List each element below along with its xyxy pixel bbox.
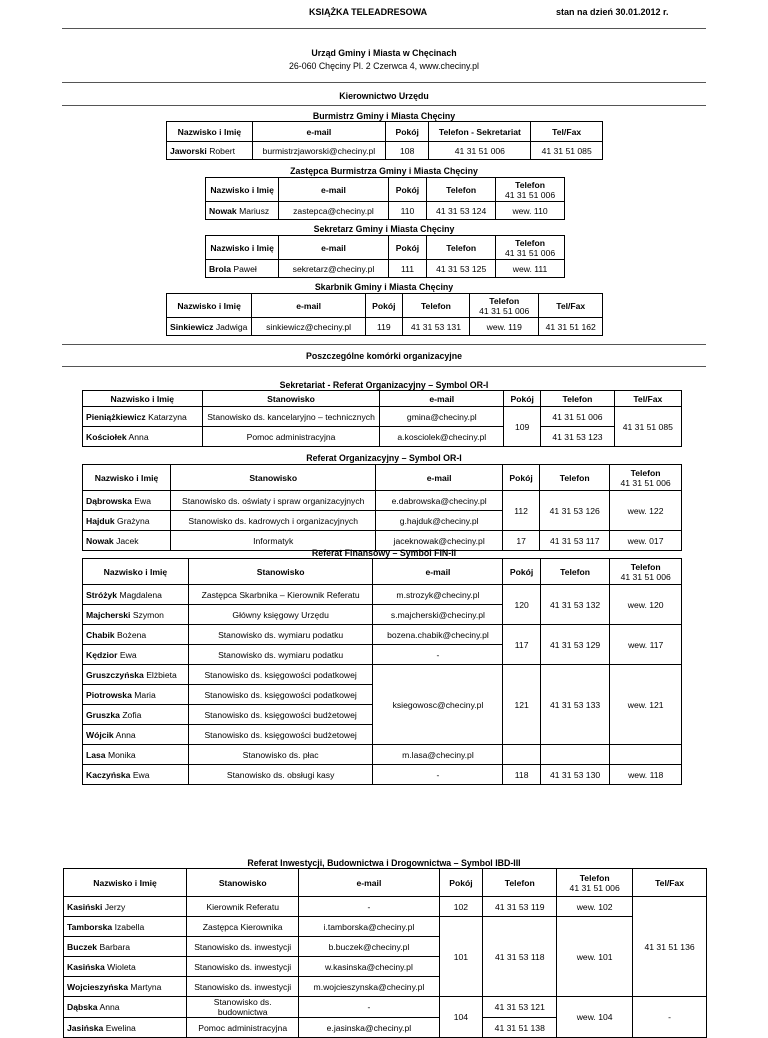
cell-text: 41 31 51 006 [504,247,556,258]
table-row [64,997,707,1018]
cell-text: 41 31 51 006 [620,571,671,582]
table-cell: 41 31 51 136 [633,897,707,997]
surname: Sinkiewicz [170,321,214,332]
table-cell: wew. 101 [557,917,633,997]
cell-text: Ewa [119,649,137,660]
surname: Gruszczyńska [86,669,144,680]
table-cell: wew. 121 [610,665,682,745]
table-cell: e.jasinska@checiny.pl [299,1018,439,1038]
table-cell: g.hajduk@checiny.pl [376,511,502,531]
table-cell: Główny księgowy Urzędu [188,605,373,625]
sekretarz-title: Sekretarz Gminy i Miasta Chęciny [313,224,455,234]
table-cell: gmina@checiny.pl [380,407,504,427]
table-cell: 41 31 53 119 [483,897,557,917]
cell-text: Monika [107,749,136,760]
table-cell: 101 [439,917,483,997]
surname: Dąbrowska [86,495,132,506]
table-cell: m.wojcieszynska@checiny.pl [299,977,439,997]
column-header: Stanowisko [171,465,376,491]
table-cell: Informatyk [171,531,376,551]
surname: Wojcieszyńska [67,981,128,992]
table-cell: jaceknowak@checiny.pl [376,531,502,551]
column-header: Nazwisko i Imię [167,122,253,142]
column-header: Pokój [386,122,429,142]
column-header: Stanowisko [202,391,380,407]
cell-text: Anna [99,1002,120,1012]
table-cell: ksiegowosc@checiny.pl [373,665,503,745]
date-label: stan na dzień 30.01.2012 r. [556,7,669,17]
table-cell [610,745,682,765]
table-cell: 112 [502,491,539,531]
column-header: Nazwisko i Imię [83,559,189,585]
cell-text: Robert [209,145,235,156]
column-header: e-mail [252,122,385,142]
table-cell: wew. 119 [470,318,539,336]
column-header: Telefon [541,391,614,407]
table-cell: Stanowisko ds. księgowości podatkowej [188,685,373,705]
table-cell: Stanowisko ds. wymiaru podatku [188,645,373,665]
table-cell: Stanowisko ds. inwestycji [187,977,299,997]
column-header [496,178,565,202]
table-cell [83,705,189,725]
cell-text: Grażyna [117,515,150,526]
table-cell [167,318,252,336]
table-row [83,745,682,765]
table-cell [64,997,187,1018]
surname: Pieniążkiewicz [86,411,146,422]
table-cell: - [373,765,503,785]
table-cell [206,202,279,220]
table-row [83,491,682,511]
column-header: e-mail [279,178,389,202]
table-cell: 41 31 51 006 [429,142,531,160]
table-cell: 41 31 51 085 [614,407,681,447]
table-cell: 41 31 53 126 [540,491,610,531]
table-cell: 41 31 53 125 [427,260,496,278]
table-cell: Stanowisko ds. księgowości budżetowej [188,725,373,745]
cell-text: Telefon [630,561,661,572]
divider [62,82,706,83]
surname: Nowak [86,535,114,546]
column-header: Nazwisko i Imię [64,869,187,897]
table-cell: 41 31 53 133 [540,665,610,745]
table-cell: sekretarz@checiny.pl [279,260,389,278]
table-cell: w.kasinska@checiny.pl [299,957,439,977]
column-header [470,294,539,318]
table-cell: Stanowisko ds. kadrowych i organizacyjnych [171,511,376,531]
table-cell [83,725,189,745]
table-cell: s.majcherski@checiny.pl [373,605,503,625]
finansowy-table [82,558,682,785]
cell-text: Telefon [515,237,545,248]
table-cell: 108 [386,142,429,160]
table-row [83,585,682,605]
table-cell [83,765,189,785]
column-header [610,465,682,491]
surname: Buczek [67,941,98,952]
cell-text: Anna [115,729,136,740]
table-cell: 110 [388,202,426,220]
organizacyjny-table [82,464,682,551]
table-cell: wew. 104 [557,997,633,1038]
surname: Kaczyńska [86,769,131,780]
column-header: Nazwisko i Imię [83,465,171,491]
table-cell: Stanowisko ds. kancelaryjno – technicznych [202,407,380,427]
table-cell: - [299,897,439,917]
cell-text: Magdalena [119,589,162,600]
table-cell: 41 31 53 129 [540,625,610,665]
table-row [83,765,682,785]
table-cell: 41 31 51 138 [483,1018,557,1038]
table-cell: wew. 117 [610,625,682,665]
surname: Wójcik [86,729,114,740]
finansowy-title: Referat Finansowy – Symbol FIN-II [311,548,457,558]
cell-text: 41 31 51 006 [620,477,671,488]
column-header: Stanowisko [188,559,373,585]
surname: Jasińska [67,1022,104,1033]
table-cell [64,897,187,917]
cell-text: Ewa [134,495,151,506]
surname: Lasa [86,749,106,760]
column-header: e-mail [376,465,502,491]
surname: Nowak [209,205,237,216]
inwestycje-title: Referat Inwestycji, Budownictwa i Drogownictwa – Symbol IBD-III [247,858,521,868]
skarbnik-title: Skarbnik Gminy i Miasta Chęciny [314,282,454,292]
surname: Dąbska [67,1002,98,1012]
table-cell [83,427,203,447]
table-cell: wew. 120 [610,585,682,625]
table-cell: wew. 110 [496,202,565,220]
table-cell: 121 [503,665,540,745]
column-header: e-mail [299,869,439,897]
column-header: Pokój [388,178,426,202]
table-cell [83,645,189,665]
column-header: Telefon - Sekretariat [429,122,531,142]
sekretarz-table [205,235,565,278]
table-cell [83,605,189,625]
table-row [206,202,565,220]
cell-text: Barbara [99,941,131,952]
surname: Kasińska [67,961,105,972]
surname: Gruszka [86,709,120,720]
column-header: Pokój [504,391,541,407]
table-cell: Stanowisko ds. inwestycji [187,937,299,957]
table-cell: Stanowisko ds. księgowości podatkowej [188,665,373,685]
cell-text: Maria [134,689,156,700]
table-cell: sinkiewicz@checiny.pl [252,318,366,336]
burmistrz-table [166,121,603,160]
table-cell [64,1018,187,1038]
column-header: Nazwisko i Imię [167,294,252,318]
table-cell: 41 31 53 124 [427,202,496,220]
table-cell [83,407,203,427]
column-header: Nazwisko i Imię [83,391,203,407]
cell-text: 41 31 51 006 [504,189,556,200]
table-cell: - [373,645,503,665]
cell-text: Izabella [114,921,145,932]
table-cell: 109 [504,407,541,447]
table-cell: 41 31 53 131 [402,318,469,336]
table-cell: 41 31 53 117 [540,531,610,551]
table-cell: 41 31 51 162 [539,318,603,336]
cell-text: Telefon [630,467,661,478]
table-cell: bozena.chabik@checiny.pl [373,625,503,645]
column-header: Telefon [540,465,610,491]
table-cell: 41 31 51 006 [541,407,614,427]
table-cell: 17 [502,531,539,551]
sekretariat-table [82,390,682,447]
table-cell: 102 [439,897,483,917]
column-header: Pokój [439,869,483,897]
table-cell: 41 31 53 130 [540,765,610,785]
surname: Hajduk [86,515,115,526]
column-header: Nazwisko i Imię [206,178,279,202]
table-cell: wew. 122 [610,491,682,531]
table-cell: Stanowisko ds. księgowości budżetowej [188,705,373,725]
table-cell: zastepca@checiny.pl [279,202,389,220]
column-header: Pokój [503,559,540,585]
table-row [83,665,682,685]
table-row [83,625,682,645]
table-cell: a.kosciolek@checiny.pl [380,427,504,447]
surname: Piotrowska [86,689,132,700]
cell-text: Jadwiga [215,321,248,332]
cell-text: Katarzyna [148,411,187,422]
cell-text: Telefon [579,872,610,883]
table-cell [83,745,189,765]
cell-text: Ewelina [105,1022,136,1033]
table-cell: Stanowisko ds. inwestycji [187,957,299,977]
column-header: Tel/Fax [614,391,681,407]
table-cell: Stanowisko ds. oświaty i spraw organizacyjnych [171,491,376,511]
column-header: e-mail [279,236,389,260]
surname: Majcherski [86,609,131,620]
table-cell: 41 31 53 121 [483,997,557,1018]
sekretariat-title: Sekretariat - Referat Organizacyjny – Symbol OR-I [279,380,489,390]
column-header: Pokój [502,465,539,491]
cell-text: Telefon [489,295,520,306]
table-cell [167,142,253,160]
table-cell: Stanowisko ds. płac [188,745,373,765]
table-cell: b.buczek@checiny.pl [299,937,439,957]
office-address: 26-060 Chęciny Pl. 2 Czerwca 4, www.checiny.pl [288,61,480,71]
table-cell [83,511,171,531]
surname: Kędzior [86,649,118,660]
table-row [64,897,707,917]
cell-text: Jerzy [104,901,126,912]
table-cell: Stanowisko ds. obsługi kasy [188,765,373,785]
cell-text: Martyna [130,981,162,992]
cell-text: Jacek [116,535,139,546]
column-header: Pokój [388,236,426,260]
table-cell: i.tamborska@checiny.pl [299,917,439,937]
table-cell: m.strozyk@checiny.pl [373,585,503,605]
table-row [83,407,682,427]
table-row [206,260,565,278]
table-cell: 104 [439,997,483,1038]
table-cell [83,685,189,705]
column-header: Tel/Fax [531,122,603,142]
column-header: Telefon [540,559,610,585]
surname: Tamborska [67,921,113,932]
table-cell [64,917,187,937]
skarbnik-table [166,293,603,336]
table-cell [83,585,189,605]
column-header [557,869,633,897]
cell-text: Elżbieta [146,669,177,680]
document-title: KSIĄŻKA TELEADRESOWA [309,7,428,17]
column-header: Tel/Fax [633,869,707,897]
divider [62,344,706,345]
cell-text: Anna [128,431,149,442]
table-cell: - [299,997,439,1018]
table-cell: wew. 102 [557,897,633,917]
management-title: Kierownictwo Urzędu [339,91,429,101]
column-header: Telefon [427,178,496,202]
table-cell: e.dabrowska@checiny.pl [376,491,502,511]
table-cell: Stanowisko ds. budownictwa [187,997,299,1018]
table-cell: Stanowisko ds. wymiaru podatku [188,625,373,645]
table-cell: 41 31 53 132 [540,585,610,625]
column-header: Stanowisko [187,869,299,897]
surname: Kościołek [86,431,127,442]
burmistrz-title: Burmistrz Gminy i Miasta Chęciny [312,111,456,121]
table-cell [64,937,187,957]
table-row [64,917,707,937]
surname: Stróżyk [86,589,118,600]
column-header: Pokój [366,294,403,318]
office-name: Urząd Gminy i Miasta w Chęcinach [311,48,457,58]
table-cell: Zastępca Skarbnika – Kierownik Referatu [188,585,373,605]
column-header [610,559,682,585]
table-cell: 41 31 53 123 [541,427,614,447]
table-cell: m.lasa@checiny.pl [373,745,503,765]
table-cell: 41 31 53 118 [483,917,557,997]
table-row [167,318,603,336]
table-cell [64,957,187,977]
surname: Brola [209,263,231,274]
table-cell: Zastępca Kierownika [187,917,299,937]
table-row [167,142,603,160]
table-cell: Pomoc administracyjna [187,1018,299,1038]
zastepca-title: Zastępca Burmistrza Gminy i Miasta Chęciny [290,166,478,176]
cell-text: 41 31 51 006 [479,305,530,316]
cell-text: 41 31 51 006 [569,882,620,893]
table-cell: 120 [503,585,540,625]
column-header: Telefon [427,236,496,260]
divider [62,105,706,106]
column-header: Telefon [402,294,469,318]
divider [62,28,706,29]
cell-text: Ewa [132,769,150,780]
cell-text: Zofia [122,709,142,720]
column-header: Tel/Fax [539,294,603,318]
column-header [496,236,565,260]
table-cell [83,491,171,511]
column-header: e-mail [380,391,504,407]
table-cell: wew. 111 [496,260,565,278]
table-cell: 119 [366,318,403,336]
table-cell [503,745,540,765]
table-cell [83,665,189,685]
zastepca-table [205,177,565,220]
surname: Chabik [86,629,115,640]
column-header: Telefon [483,869,557,897]
table-cell: wew. 017 [610,531,682,551]
table-cell: 117 [503,625,540,665]
inwestycje-table [63,868,707,1038]
table-cell [206,260,279,278]
table-row [83,427,682,447]
cell-text: Szymon [132,609,164,620]
cell-text: Paweł [233,263,257,274]
table-cell: Kierownik Referatu [187,897,299,917]
organizacyjny-title: Referat Organizacyjny – Symbol OR-I [306,453,462,463]
table-cell: 118 [503,765,540,785]
table-cell [83,625,189,645]
table-cell: - [633,997,707,1038]
table-cell: Pomoc administracyjna [202,427,380,447]
units-title: Poszczególne komórki organizacyjne [306,351,462,361]
column-header: e-mail [252,294,366,318]
table-cell: 41 31 51 085 [531,142,603,160]
divider [62,366,706,367]
cell-text: Mariusz [239,205,270,216]
table-cell: burmistrzjaworski@checiny.pl [252,142,385,160]
surname: Jaworski [170,145,207,156]
table-cell [540,745,610,765]
column-header: e-mail [373,559,503,585]
table-cell: 111 [388,260,426,278]
table-cell: wew. 118 [610,765,682,785]
surname: Kasiński [67,901,103,912]
column-header: Nazwisko i Imię [206,236,279,260]
cell-text: Telefon [515,179,545,190]
cell-text: Bożena [117,629,147,640]
cell-text: Wioleta [107,961,136,972]
